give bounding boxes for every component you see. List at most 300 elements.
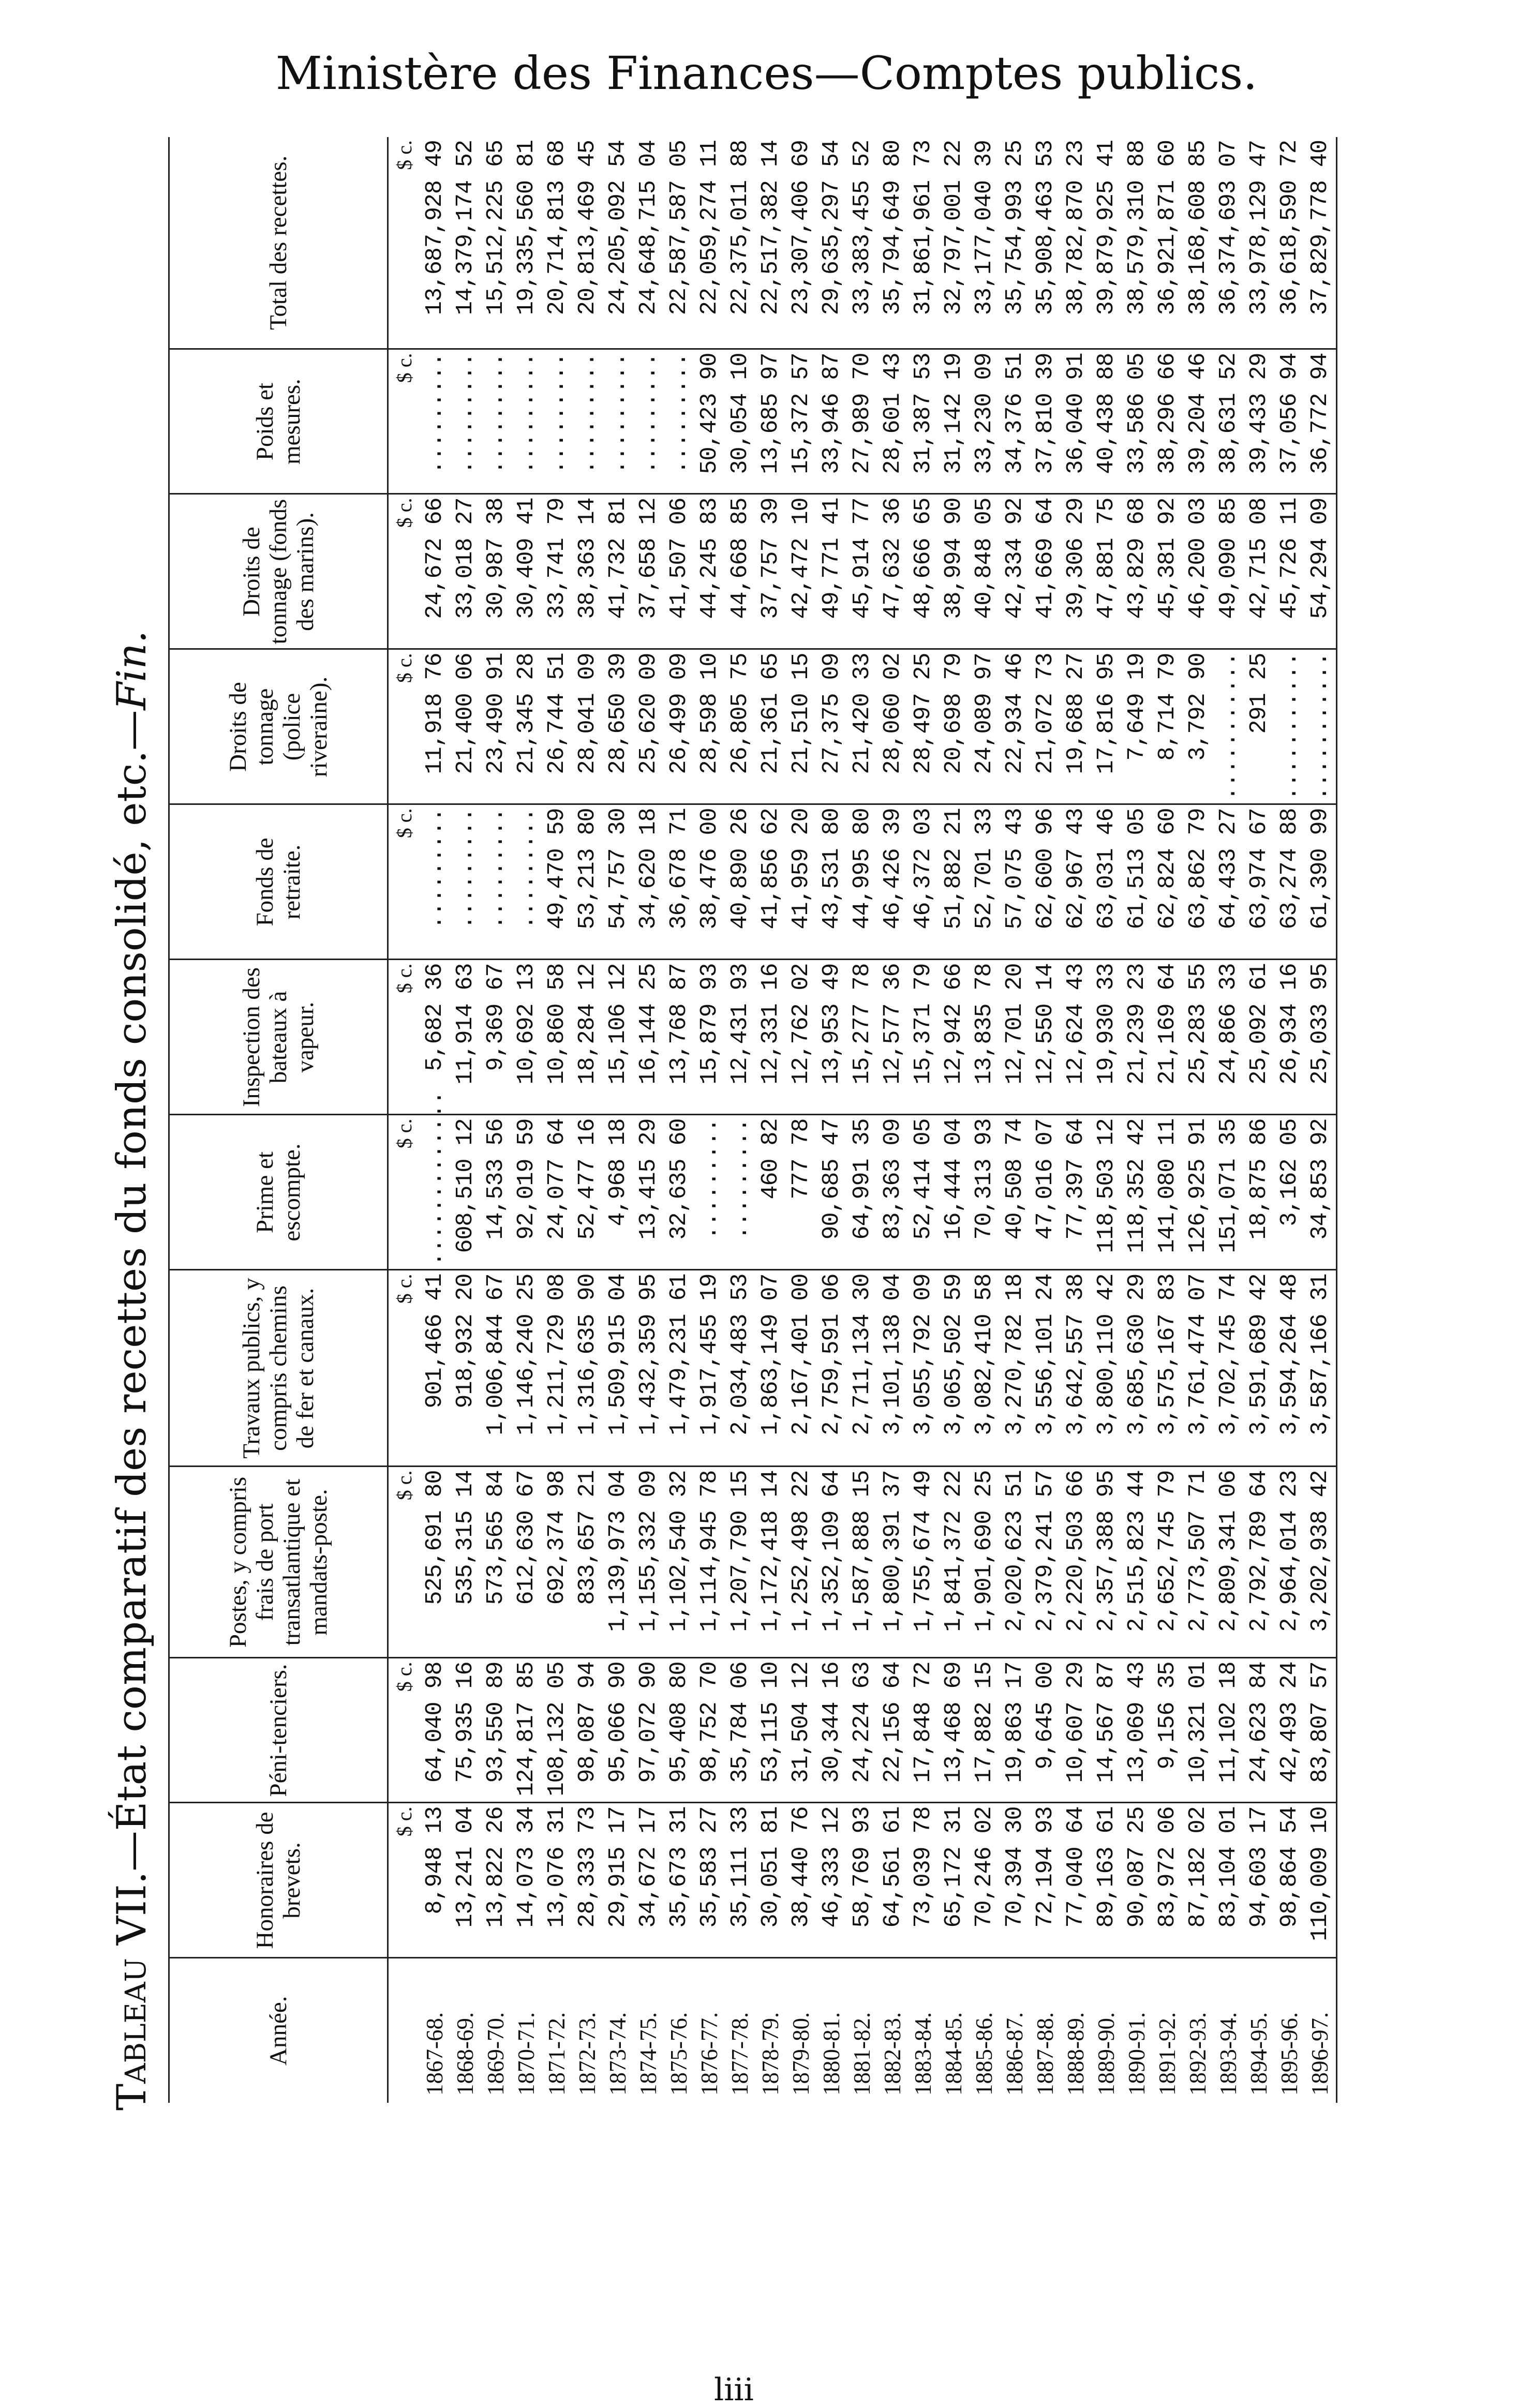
value-cell: 24,672 66	[420, 494, 450, 649]
value-cell: 24,648,715 04	[633, 137, 664, 349]
spacer-cell	[1335, 804, 1337, 960]
value-cell: 18,284 12	[572, 960, 603, 1115]
value-cell: 2,379,241 57	[1030, 1467, 1061, 1658]
value-cell: 151,071 35	[1213, 1115, 1244, 1270]
value-cell: 47,881 75	[1091, 494, 1122, 649]
value-cell: 33,230 09	[969, 349, 1000, 494]
value-cell: 1,207,790 15	[725, 1467, 755, 1658]
value-cell: 12,431 93	[725, 960, 755, 1115]
value-cell: 41,732 81	[603, 494, 633, 649]
value-cell: 28,601 43	[877, 349, 908, 494]
column-header: Fonds de retraite.	[169, 804, 388, 960]
table-row	[1000, 137, 1030, 2103]
value-cell: 10,692 13	[511, 960, 542, 1115]
value-cell: 30,054 10	[725, 349, 755, 494]
value-cell: 35,908,463 53	[1030, 137, 1061, 349]
value-cell: 36,772 94	[1305, 349, 1335, 494]
value-cell: 8,714 79	[1152, 649, 1183, 804]
value-cell: 22,934 46	[1000, 649, 1030, 804]
value-cell: 126,925 91	[1183, 1115, 1213, 1270]
value-cell: 33,177,040 39	[969, 137, 1000, 349]
value-cell: 2,792,789 64	[1244, 1467, 1274, 1658]
value-cell: 40,848 05	[969, 494, 1000, 649]
value-cell: 35,784 06	[725, 1658, 755, 1803]
value-cell: 25,092 61	[1244, 960, 1274, 1115]
value-cell: 40,508 74	[1000, 1115, 1030, 1270]
value-cell: 1,155,332 09	[633, 1467, 664, 1658]
value-cell: 2,515,823 44	[1122, 1467, 1152, 1658]
value-cell: 3,800,110 42	[1091, 1270, 1122, 1467]
year-cell: 1888-89.	[1063, 2012, 1089, 2096]
table-row	[1244, 137, 1274, 2103]
value-cell: 1,114,945 78	[694, 1467, 725, 1658]
value-cell: 692,374 98	[542, 1467, 572, 1658]
value-cell: 9,645 00	[1030, 1658, 1061, 1803]
value-cell: 90,685 47	[816, 1115, 847, 1270]
value-cell: 21,072 73	[1030, 649, 1061, 804]
year-cell: 1890-91.	[1124, 2012, 1150, 2096]
spacer-cell	[1335, 1467, 1337, 1658]
value-cell: 64,433 27	[1213, 804, 1244, 960]
year-cell: 1877-78.	[727, 2012, 753, 2096]
table-row	[755, 137, 786, 2103]
value-cell: 43,829 68	[1122, 494, 1152, 649]
value-cell: 40,890 26	[725, 804, 755, 960]
year-cell: 1872-73.	[574, 2012, 600, 2096]
table-body	[420, 137, 1337, 2103]
value-cell: 2,964,014 23	[1274, 1467, 1305, 1658]
value-cell: 16,144 25	[633, 960, 664, 1115]
value-cell: 90,087 25	[1122, 1803, 1152, 1958]
value-cell: 38,994 90	[939, 494, 969, 649]
year-cell: 1874-75.	[635, 2012, 661, 2096]
value-cell: 21,239 23	[1122, 960, 1152, 1115]
value-cell: 51,882 21	[939, 804, 969, 960]
value-cell: 94,603 17	[1244, 1803, 1274, 1958]
unit-label	[388, 1958, 420, 2103]
value-cell: 19,930 33	[1091, 960, 1122, 1115]
value-cell: 44,668 85	[725, 494, 755, 649]
year-cell: 1882-83.	[880, 2012, 905, 2096]
value-cell: 3,575,167 83	[1152, 1270, 1183, 1467]
value-cell: 61,390 99	[1305, 804, 1335, 960]
spacer-cell	[1335, 1115, 1337, 1270]
column-header: Poids et mesures.	[169, 349, 388, 494]
unit-label: $ c.	[388, 349, 420, 494]
column-header: Travaux publics, y compris chemins de fer et canaux.	[169, 1270, 388, 1467]
year-cell: 1875-76.	[666, 2012, 692, 2096]
value-cell: 34,620 18	[633, 804, 664, 960]
value-cell: 1,800,391 37	[877, 1467, 908, 1658]
value-cell: 70,394 30	[1000, 1803, 1030, 1958]
value-cell: 70,246 02	[969, 1803, 1000, 1958]
value-cell: 13,415 29	[633, 1115, 664, 1270]
value-cell: 30,409 41	[511, 494, 542, 649]
value-cell: 29,915 17	[603, 1803, 633, 1958]
value-cell: 75,935 16	[450, 1658, 481, 1803]
value-cell: 1,841,372 22	[939, 1467, 969, 1658]
value-cell: 19,335,560 81	[511, 137, 542, 349]
value-cell: 12,331 16	[755, 960, 786, 1115]
value-cell: 13,953 49	[816, 960, 847, 1115]
value-cell: 28,060 02	[877, 649, 908, 804]
value-cell: 21,420 33	[847, 649, 877, 804]
unit-label: $ c.	[388, 804, 420, 960]
table-row	[450, 137, 481, 2103]
year-cell: 1885-86.	[971, 2012, 997, 2096]
unit-label: $ c.	[388, 960, 420, 1115]
year-cell: 1868-69.	[452, 2012, 478, 2096]
value-cell: 52,414 05	[908, 1115, 939, 1270]
value-cell: 110,009 10	[1305, 1803, 1335, 1958]
value-cell: 26,805 75	[725, 649, 755, 804]
spacer-cell	[1335, 494, 1337, 649]
value-cell: ...........	[1305, 649, 1335, 804]
value-cell: 42,472 10	[786, 494, 816, 649]
value-cell: 13,076 31	[542, 1803, 572, 1958]
value-cell: 47,632 36	[877, 494, 908, 649]
value-cell: 52,477 16	[572, 1115, 603, 1270]
value-cell: 1,172,418 14	[755, 1467, 786, 1658]
value-cell: 32,635 60	[664, 1115, 694, 1270]
value-cell: 44,995 80	[847, 804, 877, 960]
value-cell: 13,685 97	[755, 349, 786, 494]
value-cell: 1,432,359 95	[633, 1270, 664, 1467]
spacer-cell	[1335, 1270, 1337, 1467]
value-cell: 12,942 66	[939, 960, 969, 1115]
spacer-cell	[1335, 1803, 1337, 1958]
value-cell: 1,139,973 04	[603, 1467, 633, 1658]
value-cell: 28,650 39	[603, 649, 633, 804]
value-cell: .........	[481, 804, 511, 960]
table-row	[603, 137, 633, 2103]
value-cell: 1,006,844 67	[481, 1270, 511, 1467]
value-cell: .........	[603, 349, 633, 494]
value-cell: 24,866 33	[1213, 960, 1244, 1115]
year-cell: 1880-81.	[818, 2012, 844, 2096]
value-cell: 11,918 76	[420, 649, 450, 804]
value-cell: 39,204 46	[1183, 349, 1213, 494]
value-cell: 612,630 67	[511, 1467, 542, 1658]
value-cell: 22,587,587 05	[664, 137, 694, 349]
value-cell: 46,200 03	[1183, 494, 1213, 649]
value-cell: 2,220,503 66	[1061, 1467, 1091, 1658]
value-cell: 15,879 93	[694, 960, 725, 1115]
column-header: Total des recettes.	[169, 137, 388, 349]
table-row	[816, 137, 847, 2103]
value-cell: 62,600 96	[1030, 804, 1061, 960]
value-cell: 37,829,778 40	[1305, 137, 1335, 349]
value-cell: 35,673 31	[664, 1803, 694, 1958]
value-cell: 13,835 78	[969, 960, 1000, 1115]
value-cell: 62,967 43	[1061, 804, 1091, 960]
value-cell: 15,277 78	[847, 960, 877, 1115]
value-cell: 63,031 46	[1091, 804, 1122, 960]
value-cell: .........	[664, 349, 694, 494]
value-cell: 25,283 55	[1183, 960, 1213, 1115]
value-cell: 33,741 79	[542, 494, 572, 649]
value-cell: 1,252,498 22	[786, 1467, 816, 1658]
value-cell: 1,901,690 25	[969, 1467, 1000, 1658]
spacer-cell	[1335, 349, 1337, 494]
value-cell: 15,371 79	[908, 960, 939, 1115]
value-cell: 17,816 95	[1091, 649, 1122, 804]
value-cell: 2,020,623 51	[1000, 1467, 1030, 1658]
value-cell: 31,142 19	[939, 349, 969, 494]
value-cell: 17,882 15	[969, 1658, 1000, 1803]
value-cell: 30,344 16	[816, 1658, 847, 1803]
value-cell: 21,345 28	[511, 649, 542, 804]
column-header: Prime et escompte.	[169, 1115, 388, 1270]
rotated-table-wrapper	[168, 140, 1337, 2103]
table-row	[1305, 137, 1335, 2103]
value-cell: 89,163 61	[1091, 1803, 1122, 1958]
value-cell: 65,172 31	[939, 1803, 969, 1958]
value-cell: 54,294 09	[1305, 494, 1335, 649]
value-cell: 3,055,792 09	[908, 1270, 939, 1467]
unit-label: $ c.	[388, 1115, 420, 1270]
value-cell: 34,376 51	[1000, 349, 1030, 494]
value-cell: 41,507 06	[664, 494, 694, 649]
caption-text: —État comparatif des recettes du fonds consolidé, etc.—	[109, 710, 155, 1872]
unit-label: $ c.	[388, 1467, 420, 1658]
value-cell: 901,466 41	[420, 1270, 450, 1467]
value-cell: 10,860 58	[542, 960, 572, 1115]
table-row	[542, 137, 572, 2103]
value-cell: 39,879,925 41	[1091, 137, 1122, 349]
value-cell: 34,672 17	[633, 1803, 664, 1958]
value-cell: 36,678 71	[664, 804, 694, 960]
value-cell: 3,792 90	[1183, 649, 1213, 804]
value-cell: .........	[481, 349, 511, 494]
year-cell: 1876-77.	[696, 2012, 722, 2096]
value-cell: 33,978,129 47	[1244, 137, 1274, 349]
value-cell: 13,241 04	[450, 1803, 481, 1958]
spacer-cell	[1335, 137, 1337, 349]
value-cell: 42,493 24	[1274, 1658, 1305, 1803]
value-cell: 24,205,092 54	[603, 137, 633, 349]
value-cell: 1,352,109 64	[816, 1467, 847, 1658]
value-cell: 18,875 86	[1244, 1115, 1274, 1270]
value-cell: 20,813,469 45	[572, 137, 603, 349]
year-cell: 1895-96.	[1276, 2012, 1302, 2096]
spacer-cell	[1335, 1958, 1337, 2103]
value-cell: 32,797,001 22	[939, 137, 969, 349]
value-cell: 2,809,341 06	[1213, 1467, 1244, 1658]
value-cell: 118,503 12	[1091, 1115, 1122, 1270]
value-cell: 38,782,870 23	[1061, 137, 1091, 349]
value-cell: 2,034,483 53	[725, 1270, 755, 1467]
year-cell: 1870-71.	[513, 2012, 539, 2096]
value-cell: 118,352 42	[1122, 1115, 1152, 1270]
value-cell: 22,375,011 88	[725, 137, 755, 349]
value-cell: 13,468 69	[939, 1658, 969, 1803]
value-cell: 35,794,649 80	[877, 137, 908, 349]
value-cell: 64,561 61	[877, 1803, 908, 1958]
value-cell: 42,715 08	[1244, 494, 1274, 649]
value-cell: 73,039 78	[908, 1803, 939, 1958]
value-cell: 12,550 14	[1030, 960, 1061, 1115]
column-header: Inspection des bateaux à vapeur.	[169, 960, 388, 1115]
year-cell: 1873-74.	[605, 2012, 631, 2096]
value-cell: .........	[725, 1115, 755, 1270]
value-cell: 52,701 33	[969, 804, 1000, 960]
value-cell: 12,701 20	[1000, 960, 1030, 1115]
value-cell: 21,510 15	[786, 649, 816, 804]
value-cell: 24,224 63	[847, 1658, 877, 1803]
value-cell: 83,104 01	[1213, 1803, 1244, 1958]
value-cell: 22,156 64	[877, 1658, 908, 1803]
value-cell: 49,470 59	[542, 804, 572, 960]
value-cell: 49,771 41	[816, 494, 847, 649]
value-cell: 11,102 18	[1213, 1658, 1244, 1803]
table-row	[1122, 137, 1152, 2103]
value-cell: 3,162 05	[1274, 1115, 1305, 1270]
value-cell: 21,361 65	[755, 649, 786, 804]
value-cell: 63,274 88	[1274, 804, 1305, 960]
year-cell: 1883-84.	[910, 2012, 936, 2096]
value-cell: 25,033 95	[1305, 960, 1335, 1115]
value-cell: 36,921,871 60	[1152, 137, 1183, 349]
value-cell: 98,087 94	[572, 1658, 603, 1803]
value-cell: 38,631 52	[1213, 349, 1244, 494]
spacer-cell	[1335, 960, 1337, 1115]
value-cell: 31,387 53	[908, 349, 939, 494]
value-cell: 21,169 64	[1152, 960, 1183, 1115]
value-cell: 12,577 36	[877, 960, 908, 1115]
value-cell: .........	[420, 349, 450, 494]
value-cell: ...........	[1274, 649, 1305, 804]
value-cell: 38,476 00	[694, 804, 725, 960]
value-cell: 31,861,961 73	[908, 137, 939, 349]
table-row	[481, 137, 511, 2103]
value-cell: 44,245 83	[694, 494, 725, 649]
year-cell: 1896-97.	[1307, 2012, 1333, 2096]
value-cell: 535,315 14	[450, 1467, 481, 1658]
value-cell: 5,682 36	[420, 960, 450, 1115]
value-cell: 24,077 64	[542, 1115, 572, 1270]
value-cell: 28,497 25	[908, 649, 939, 804]
value-cell: 14,379,174 52	[450, 137, 481, 349]
value-cell: 9,369 67	[481, 960, 511, 1115]
value-cell: 12,624 43	[1061, 960, 1091, 1115]
value-cell: 34,853 92	[1305, 1115, 1335, 1270]
value-cell: 12,762 02	[786, 960, 816, 1115]
table-row	[908, 137, 939, 2103]
value-cell: 27,989 70	[847, 349, 877, 494]
value-cell: 41,959 20	[786, 804, 816, 960]
year-cell: 1886-87.	[1002, 2012, 1028, 2096]
unit-label: $ c.	[388, 649, 420, 804]
value-cell: 291 25	[1244, 649, 1274, 804]
value-cell: 57,075 43	[1000, 804, 1030, 960]
value-cell: 83,972 06	[1152, 1803, 1183, 1958]
year-cell: 1878-79.	[757, 2012, 783, 2096]
value-cell: 1,102,540 32	[664, 1467, 694, 1658]
value-cell: 3,556,101 24	[1030, 1270, 1061, 1467]
value-cell: 1,587,888 15	[847, 1467, 877, 1658]
value-cell: 77,040 64	[1061, 1803, 1091, 1958]
value-cell: 38,440 76	[786, 1803, 816, 1958]
value-cell: 53,213 80	[572, 804, 603, 960]
value-cell: 3,202,938 42	[1305, 1467, 1335, 1658]
value-cell: 2,357,388 95	[1091, 1467, 1122, 1658]
value-cell: .........	[420, 804, 450, 960]
year-cell: 1887-88.	[1032, 2012, 1058, 2096]
value-cell: 92,019 59	[511, 1115, 542, 1270]
value-cell: 26,744 51	[542, 649, 572, 804]
value-cell: 30,051 81	[755, 1803, 786, 1958]
column-header: Année.	[169, 1958, 388, 2103]
value-cell: 525,691 80	[420, 1467, 450, 1658]
units-row	[388, 137, 420, 2103]
table-row	[847, 137, 877, 2103]
value-cell: 38,579,310 88	[1122, 137, 1152, 349]
table-row	[633, 137, 664, 2103]
value-cell: 83,807 57	[1305, 1658, 1335, 1803]
value-cell: 41,856 62	[755, 804, 786, 960]
year-cell: 1884-85.	[941, 2012, 966, 2096]
value-cell: 17,848 72	[908, 1658, 939, 1803]
table-row	[664, 137, 694, 2103]
value-cell: 45,914 77	[847, 494, 877, 649]
value-cell: 8,948 13	[420, 1803, 450, 1958]
value-cell: 47,016 07	[1030, 1115, 1061, 1270]
value-cell: 33,946 87	[816, 349, 847, 494]
value-cell: 608,510 12	[450, 1115, 481, 1270]
value-cell: 33,383,455 52	[847, 137, 877, 349]
value-cell: 54,757 30	[603, 804, 633, 960]
value-cell: 48,666 65	[908, 494, 939, 649]
value-cell: 15,512,225 65	[481, 137, 511, 349]
year-cell: 1892-93.	[1185, 2012, 1211, 2096]
year-cell: 1881-82.	[849, 2012, 875, 2096]
value-cell: 833,657 21	[572, 1467, 603, 1658]
value-cell: 1,863,149 07	[755, 1270, 786, 1467]
value-cell: 27,375 09	[816, 649, 847, 804]
value-cell: 2,167,401 00	[786, 1270, 816, 1467]
value-cell: 2,652,745 79	[1152, 1467, 1183, 1658]
value-cell: .........	[511, 349, 542, 494]
value-cell: 64,991 35	[847, 1115, 877, 1270]
table-row	[725, 137, 755, 2103]
value-cell: 95,066 90	[603, 1658, 633, 1803]
table-row	[1213, 137, 1244, 2103]
value-cell: 3,702,745 74	[1213, 1270, 1244, 1467]
value-cell: 35,111 33	[725, 1803, 755, 1958]
value-cell: 35,583 27	[694, 1803, 725, 1958]
unit-label: $ c.	[388, 137, 420, 349]
value-cell: 28,333 73	[572, 1803, 603, 1958]
value-cell: 9,156 35	[1152, 1658, 1183, 1803]
value-cell: 42,334 92	[1000, 494, 1030, 649]
value-cell: .........	[511, 804, 542, 960]
table-row	[969, 137, 1000, 2103]
unit-label: $ c.	[388, 494, 420, 649]
value-cell: 1,211,729 08	[542, 1270, 572, 1467]
value-cell: 38,296 66	[1152, 349, 1183, 494]
value-cell: 20,714,813 68	[542, 137, 572, 349]
value-cell: .........	[450, 349, 481, 494]
table-row	[1061, 137, 1091, 2103]
table-row	[877, 137, 908, 2103]
receipts-table	[168, 137, 1337, 2103]
value-cell: 22,517,382 14	[755, 137, 786, 349]
value-cell: 573,565 84	[481, 1467, 511, 1658]
value-cell: 7,649 19	[1122, 649, 1152, 804]
value-cell: .............	[420, 1115, 450, 1270]
page-header: Ministère des Finances—Comptes publics.	[275, 47, 1258, 100]
